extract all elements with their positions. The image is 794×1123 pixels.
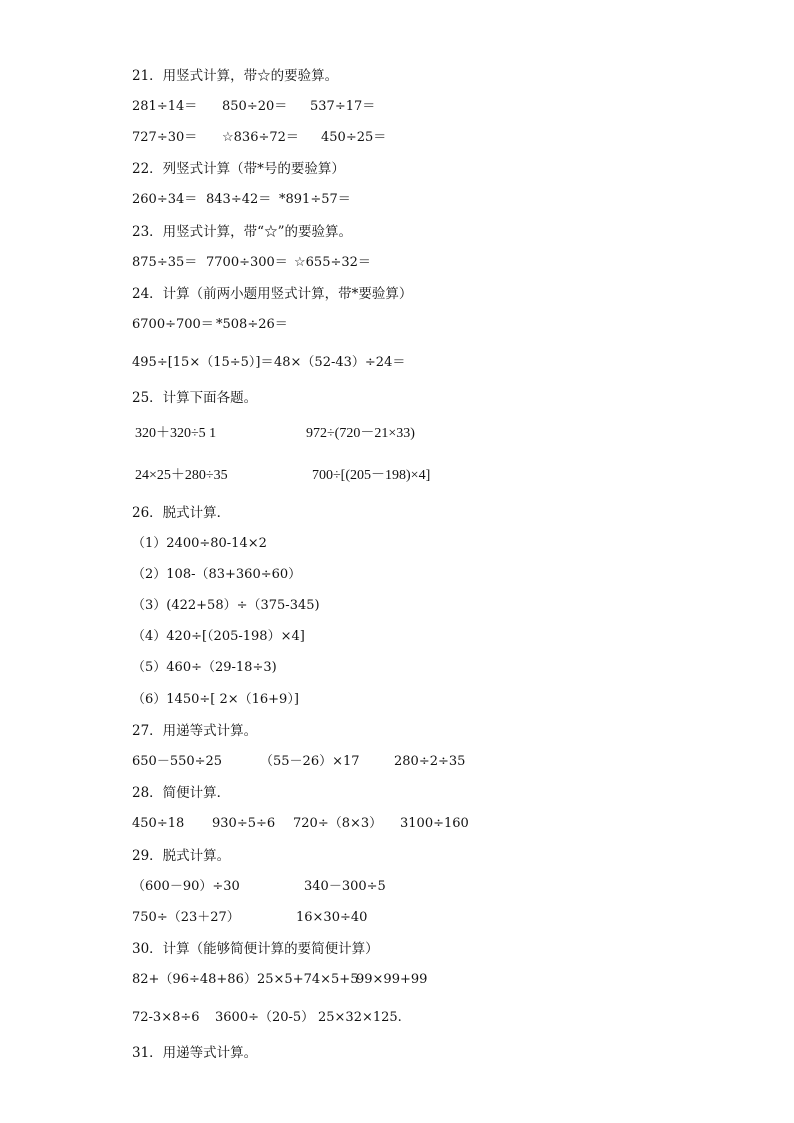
problem: （3）(422+58）÷（375-345) xyxy=(132,598,320,613)
problem: （4）420÷[（205-198）×4] xyxy=(132,629,305,644)
problem: 7700÷300＝ xyxy=(206,255,288,270)
question-29-title: 29．脱式计算。 xyxy=(132,848,231,864)
problem: 843÷42＝ xyxy=(206,192,272,207)
question-28-title: 28．简便计算． xyxy=(132,785,231,801)
problem: （5）460÷（29-18÷3) xyxy=(132,660,277,675)
question-25-title: 25．计算下面各题。 xyxy=(132,390,258,406)
problem: 24×25＋280÷35 xyxy=(135,468,228,483)
problem: 25×32×125. xyxy=(318,1010,402,1025)
problem: ☆655÷32＝ xyxy=(294,255,371,270)
problem: 650－550÷25 xyxy=(132,754,223,769)
problem: （600－90）÷30 xyxy=(132,879,240,894)
problem: 72-3×8÷6 xyxy=(132,1010,200,1025)
problem: 875÷35＝ xyxy=(132,255,198,270)
question-23-title: 23．用竖式计算，带“☆”的要验算。 xyxy=(132,224,352,240)
problem: 340－300÷5 xyxy=(304,879,386,894)
question-24-title: 24．计算（前两小题用竖式计算，带*要验算） xyxy=(132,286,413,302)
question-31-title: 31．用递等式计算。 xyxy=(132,1045,258,1061)
problem: 727÷30＝ xyxy=(132,130,198,145)
problem: 450÷18 xyxy=(132,816,185,831)
problem: *508÷26＝ xyxy=(216,317,288,332)
problem: 3100÷160 xyxy=(400,816,469,831)
problem: 260÷34＝ xyxy=(132,192,198,207)
problem: （2）108-（83+360÷60） xyxy=(132,567,302,582)
problem: 6700÷700＝ xyxy=(132,317,214,332)
problem: ☆836÷72＝ xyxy=(222,130,299,145)
problem: 82+（96÷48+86） xyxy=(132,972,257,987)
question-26-title: 26．脱式计算． xyxy=(132,505,231,521)
problem: 320＋320÷5 1 xyxy=(135,426,217,441)
problem: 750÷（23＋27） xyxy=(132,910,240,925)
question-22-title: 22．列竖式计算（带*号的要验算） xyxy=(132,161,345,177)
problem: 930÷5÷6 xyxy=(212,816,276,831)
problem: （1）2400÷80-14×2 xyxy=(132,536,267,551)
problem: 281÷14＝ xyxy=(132,99,198,114)
problem: 16×30÷40 xyxy=(296,910,368,925)
problem: 972÷(720－21×33) xyxy=(306,426,415,441)
question-21-title: 21．用竖式计算，带☆的要验算。 xyxy=(132,68,339,84)
question-27-title: 27．用递等式计算。 xyxy=(132,723,258,739)
problem: （55－26）×17 xyxy=(260,754,360,769)
problem: 3600÷（20-5） xyxy=(215,1010,315,1025)
problem: 700÷[(205－198)×4] xyxy=(312,468,431,483)
problem: 850÷20＝ xyxy=(222,99,288,114)
problem: 495÷[15×（15÷5）]＝ xyxy=(132,355,274,370)
problem: 25×5+74×5+5 xyxy=(257,972,359,987)
problem: *891÷57＝ xyxy=(279,192,351,207)
problem: 99×99+99 xyxy=(356,972,428,987)
problem: 280÷2÷35 xyxy=(394,754,466,769)
problem: （6）1450÷[ 2×（16+9）] xyxy=(132,692,299,707)
problem: 720÷（8×3） xyxy=(293,816,383,831)
problem: 48×（52-43）÷24＝ xyxy=(274,355,406,370)
problem: 450÷25＝ xyxy=(321,130,387,145)
problem: 537÷17＝ xyxy=(310,99,376,114)
question-30-title: 30．计算（能够简便计算的要简便计算） xyxy=(132,941,379,957)
